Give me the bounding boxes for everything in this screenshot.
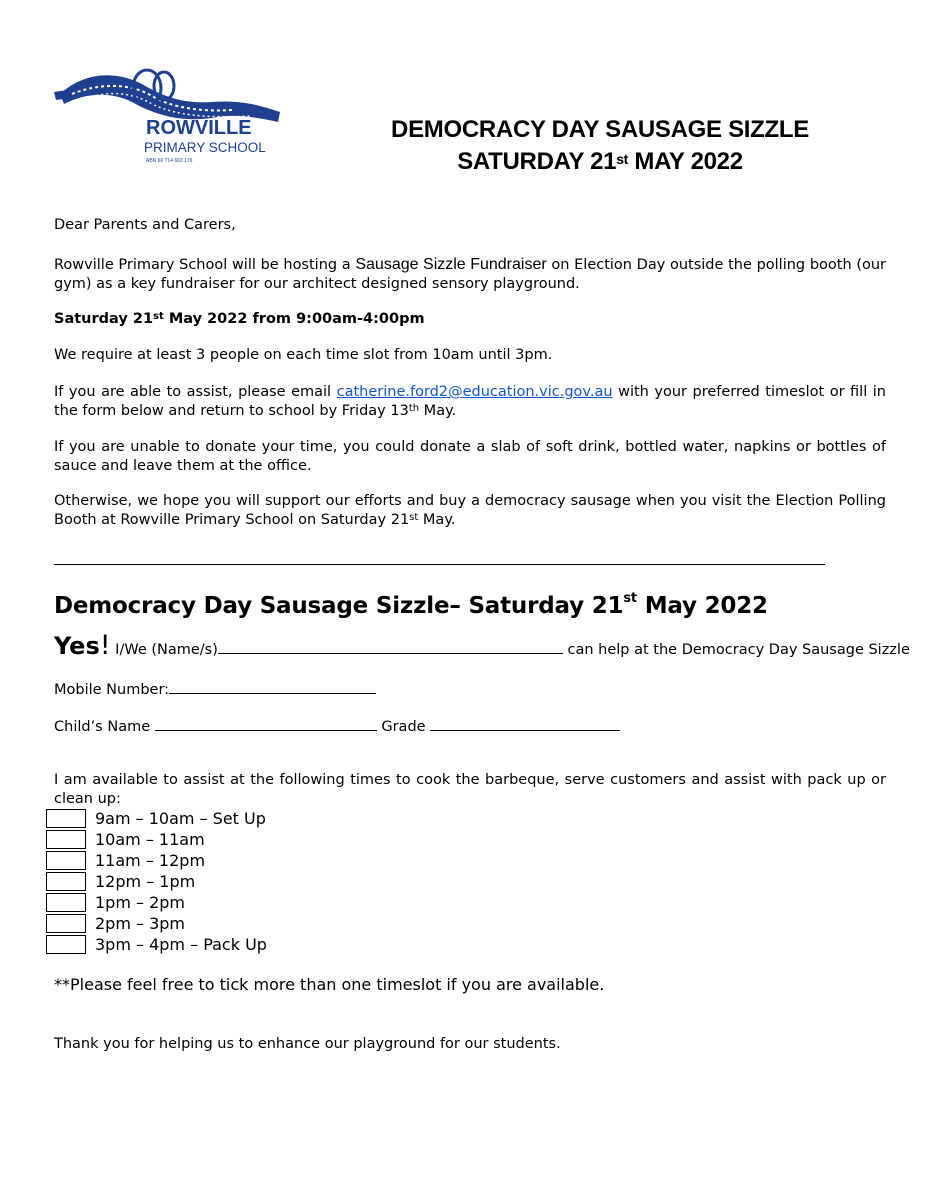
title-line2-pre: SATURDAY 21	[457, 148, 617, 175]
names-label: I/We (Name/s)	[110, 642, 218, 658]
timeslot-label: 2pm – 3pm	[95, 914, 186, 933]
assist-post: May.	[419, 403, 457, 419]
support-paragraph	[54, 492, 886, 530]
timeslot-checkbox[interactable]	[46, 914, 86, 933]
logo-line2: PRIMARY SCHOOL	[144, 140, 266, 155]
timeslot-checkbox[interactable]	[46, 830, 86, 849]
assist-pre: If you are able to assist, please email	[54, 384, 337, 400]
form-heading-post: May 2022	[636, 593, 768, 619]
timeslot-checkbox[interactable]	[46, 893, 86, 912]
fundraiser-name: Sausage Sizzle Fundraiser	[355, 256, 547, 273]
title-line2	[300, 146, 900, 178]
logo-abn: ABN 66 714 663 176	[146, 158, 193, 164]
timeslot-label: 11am – 12pm	[95, 851, 206, 870]
names-row	[54, 630, 910, 661]
form-heading-pre: Democracy Day Sausage Sizzle– Saturday 21	[54, 593, 624, 619]
volunteer-requirement: We require at least 3 people on each time slot from 10am until 3pm.	[54, 347, 553, 363]
divider	[54, 564, 825, 565]
support-sup: st	[409, 512, 419, 523]
yes-label: Yes	[54, 632, 100, 660]
timeslot-label: 3pm – 4pm – Pack Up	[95, 935, 267, 954]
event-date-sup: st	[153, 311, 164, 322]
timeslot-checkbox[interactable]	[46, 872, 86, 891]
intro-paragraph	[54, 255, 886, 294]
email-link[interactable]: catherine.ford2@education.vic.gov.au	[336, 384, 613, 400]
timeslot-note: **Please feel free to tick more than one timeslot if you are available.	[54, 975, 605, 994]
form-heading-sup: st	[623, 591, 637, 606]
logo-line1: ROWVILLE	[146, 117, 252, 139]
title-line2-sup: st	[616, 151, 629, 167]
platypus-logo-icon	[52, 64, 287, 174]
support-post: May.	[418, 512, 456, 528]
mobile-row	[54, 679, 376, 698]
title-line2-post: MAY 2022	[628, 148, 743, 175]
timeslot-checkbox[interactable]	[46, 851, 86, 870]
timeslot-label: 1pm – 2pm	[95, 893, 186, 912]
availability-text: I am available to assist at the following times to cook the barbeque, serve customers and assist with pack up or clean up:	[54, 772, 886, 807]
event-date	[54, 310, 886, 329]
title-line1: DEMOCRACY DAY SAUSAGE SIZZLE	[391, 116, 809, 143]
salutation: Dear Parents and Carers,	[54, 217, 236, 233]
timeslot-label: 9am – 10am – Set Up	[95, 809, 266, 828]
child-name-label: Child’s Name	[54, 719, 155, 735]
event-date-post: May 2022 from 9:00am-4:00pm	[163, 311, 425, 327]
timeslot-checkbox[interactable]	[46, 935, 86, 954]
event-date-pre: Saturday 21	[54, 311, 154, 327]
thank-you: Thank you for helping us to enhance our playground for our students.	[54, 1036, 561, 1052]
child-row	[54, 716, 620, 735]
intro-post: on Election Day outside the polling booth (our gym) as a key fundraiser for our architect designed sensory playground.	[54, 257, 886, 292]
page-title	[300, 114, 900, 178]
names-field[interactable]	[218, 639, 563, 654]
names-suffix: can help at the Democracy Day Sausage Sizzle	[562, 642, 910, 658]
assist-sup: th	[408, 403, 420, 414]
yes-exclamation: !	[99, 630, 111, 661]
grade-field[interactable]	[430, 716, 620, 731]
assist-paragraph	[54, 383, 886, 421]
timeslot-label: 10am – 11am	[95, 830, 205, 849]
assist-mid: with your preferred timeslot or fill in the form below and return to school by Friday 13	[54, 384, 886, 419]
grade-label: Grade	[376, 719, 431, 735]
form-heading	[54, 593, 768, 619]
timeslot-checkbox[interactable]	[46, 809, 86, 828]
timeslot-label: 12pm – 1pm	[95, 872, 196, 891]
school-logo	[52, 64, 287, 174]
donation-paragraph: If you are unable to donate your time, you could donate a slab of soft drink, bottled water, napkins or bottles of sauce and leave them at the office.	[54, 439, 886, 474]
intro-pre: Rowville Primary School will be hosting a	[54, 257, 356, 273]
mobile-label: Mobile Number:	[54, 682, 170, 698]
support-pre: Otherwise, we hope you will support our efforts and buy a democracy sausage when you visit the Election Polling Booth at Rowville Primary School on Saturday 21	[54, 493, 886, 528]
child-name-field[interactable]	[155, 716, 377, 731]
mobile-field[interactable]	[169, 679, 376, 694]
